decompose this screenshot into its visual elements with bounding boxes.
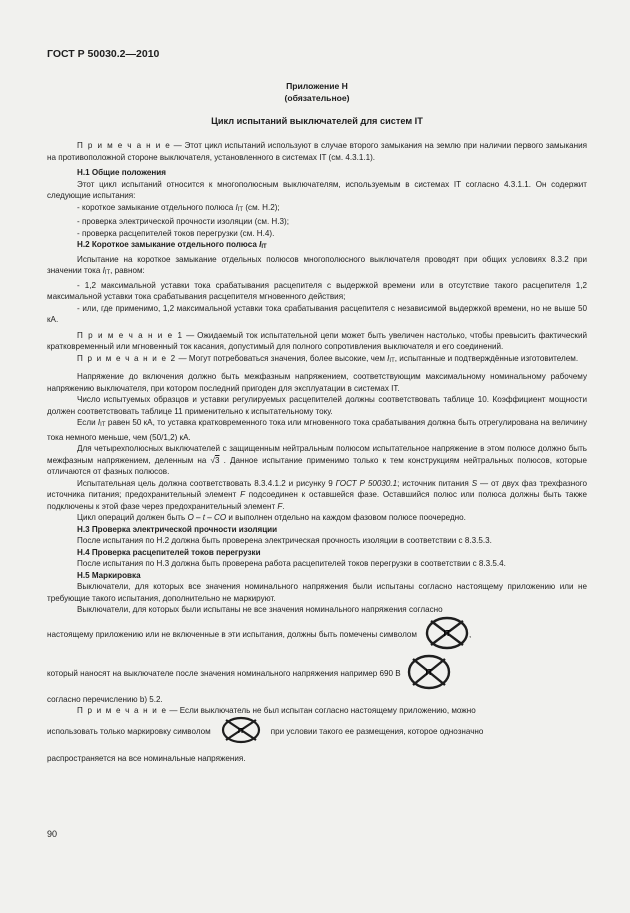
h5-paragraph: согласно перечислению b) 5.2. [47, 694, 163, 704]
sqrt-symbol: √3 [210, 455, 220, 465]
paragraph-four-pole: Для четырехполюсных выключателей с защищенным нейтральным полюсом испытательное напряжение в этом полюсе должно быть межфазным напряжением, деленным на √3 . Данное испытание применимо только к тем конструкциям нейтральных полюсов, которые отличаются от фазных полюсов. [47, 444, 587, 476]
symbol-row-2: который наносят на выключателе после значения номинального напряжения например 690 В IT [47, 654, 587, 694]
note-1: П р и м е ч а н и е 1 — Ожидаемый ток испытательной цепи может быть увеличен настолько, чтобы превысить фактический кратковременный или мгновенный ток касания, допустимый для полного сопротивления выключателя и его соединений. [47, 330, 587, 351]
h1-paragraph: Этот цикл испытаний относится к многополюсным выключателям, используемым в системах IT согласно 4.3.1.1. Он содержит следующие испытания: [47, 179, 587, 200]
svg-text:IT: IT [425, 667, 433, 677]
appendix-title: Приложение Н [286, 81, 348, 91]
h1-list-item: - проверка расцепителей токов перегрузки (см. Н.4). [77, 228, 275, 238]
appendix-heading: Цикл испытаний выключателей для систем IT [211, 116, 423, 126]
h1-list-item: - короткое замыкание отдельного полюса IIT (см. Н.2); [77, 202, 280, 213]
note-2: П р и м е ч а н и е 2 — Могут потребоваться значения, более высокие, чем IIT, испытанные и подтверждённые изготовителем. [77, 353, 579, 364]
document-body [47, 140, 587, 764]
section-h2-title: Н.2 Короткое замыкание отдельного полюса IIT [77, 240, 267, 250]
h2-list-item: - 1,2 максимальной уставки тока срабатывания расцепителя с выдержкой времени или в отсутствие такого расцепителя 1,2 максимальной уставки тока срабатывания расцепителя мгновенного действия; [47, 280, 587, 301]
paragraph-samples: Число испытуемых образцов и уставки регулируемых расцепителей должны соответствовать таблице 10. Коэффициент мощности должен соответствовать таблице 11 применительно к испытательному току. [47, 395, 587, 416]
h5-paragraph: Выключатели, для которых все значения номинального напряжения были испытаны согласно настоящему приложению или не требующие такого испытания, дополнительно не маркируют. [47, 582, 587, 603]
paragraph-cycle: Цикл операций должен быть O – t – CO и выполнен отдельно на каждом фазовом полюсе поочередно. [77, 513, 466, 522]
not-tested-symbol-icon [407, 654, 451, 694]
symbol-row-1: настоящему приложению или не включенные в эти испытания, должны быть помечены символом IT , [47, 616, 587, 654]
paragraph-current: Если IIT равен 50 кА, то уставка кратковременного тока или мгновенного тока срабатывания должна быть отрегулирована на величину тока немного меньше, чем (50/1,2) кА. [47, 418, 587, 442]
paragraph-test-circuit: Испытательная цель должна соответствовать 8.3.4.1.2 и рисунку 9 ГОСТ Р 50030.1; источник питания S — от двух фаз трехфазного источника питания; предохранительный элемент F подсоединен к оставшейся фазе. Оставшийся полюс или полюса должны быть также подключены к этой фазе через предохранительный элемент F. [47, 478, 587, 511]
appendix-subtitle: (обязательное) [284, 93, 350, 103]
page-number: 90 [47, 829, 58, 839]
note-intro: П р и м е ч а н и е — Этот цикл испытаний используют в случае второго замыкания на землю при наличии первого замыкания на противоположной стороне выключателя, установленного в системах IT (см. 4.3.1.1). [47, 141, 588, 162]
h4-paragraph: После испытания по Н.3 должна быть проверена работа расцепителей токов перегрузки в соответствии с 8.3.5.4. [77, 559, 506, 568]
paragraph-voltage: Напряжение до включения должно быть межфазным напряжением, соответствующим максимальному номинальному рабочему напряжению выключателя, при котором последний пригоден для эксплуатации в системах IT. [47, 372, 587, 393]
section-h1-title: Н.1 Общие положения [77, 168, 166, 177]
svg-text:IT: IT [443, 628, 451, 638]
h2-list-item: - или, где применимо, 1,2 максимальной уставки тока срабатывания расцепителя с независимой выдержкой времени, но не выше 50 кА. [47, 303, 587, 324]
note-3-end: распространяется на все номинальные напряжения. [47, 753, 246, 763]
note-3: П р и м е ч а н и е — Если выключатель не был испытан согласно настоящему приложению, можно [77, 706, 476, 715]
h5-paragraph: Выключатели, для которых были испытаны не все значения номинального напряжения согласно [77, 605, 443, 614]
standard-header: ГОСТ Р 50030.2—2010 [47, 48, 160, 60]
section-h5-title: Н.5 Маркировка [77, 570, 141, 580]
symbol-row-3: использовать только маркировку символом IT при условии такого ее размещения, которое однозначно [47, 717, 587, 747]
not-tested-symbol-icon [425, 616, 469, 654]
not-tested-symbol-icon [221, 716, 261, 748]
section-h3-title: Н.3 Проверка электрической прочности изоляции [77, 524, 278, 534]
h3-paragraph: После испытания по Н.2 должна быть проверена электрическая прочность изоляции в соответствии с 8.3.5.3. [77, 536, 492, 545]
h1-list-item: - проверка электрической прочности изоляции (см. Н.3); [77, 217, 289, 226]
svg-text:IT: IT [237, 727, 244, 735]
section-h4-title: Н.4 Проверка расцепителей токов перегрузки [77, 547, 261, 557]
h2-paragraph: Испытание на короткое замыкание отдельных полюсов многополюсного выключателя проводят при общих условиях 8.3.2 при значении тока IIT, равном: [47, 254, 587, 276]
